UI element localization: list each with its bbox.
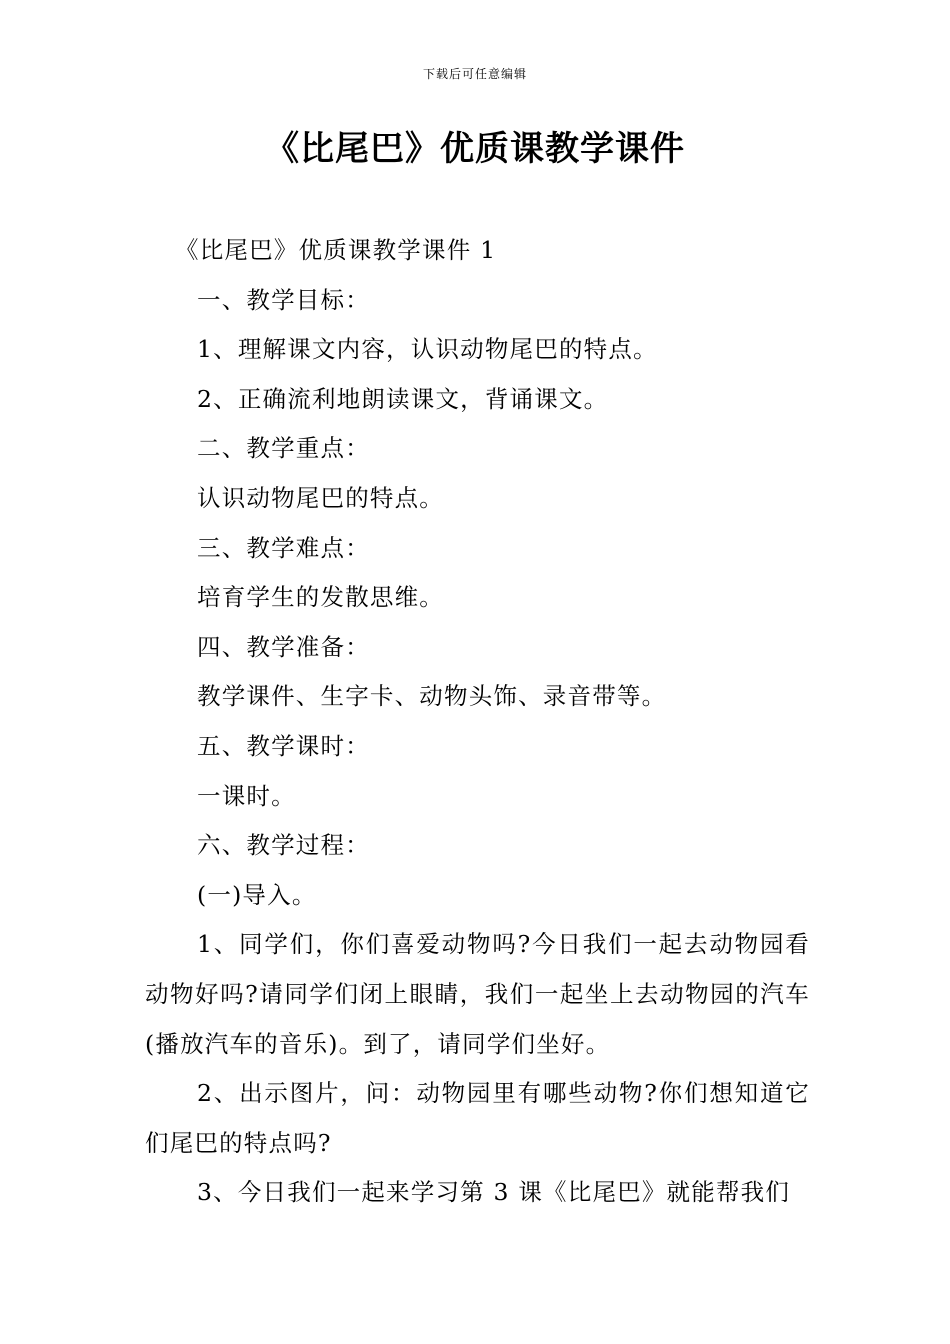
paragraph-2: 2、出示图片，问：动物园里有哪些动物?你们想知道它们尾巴的特点吗? [145, 1079, 810, 1157]
section-heading-class-hours: 五、教学课时： [197, 731, 370, 760]
paragraph-1: 1、同学们，你们喜爱动物吗?今日我们一起去动物园看动物好吗?请同学们闭上眼睛，我们一起坐上去动物园的汽车(播放汽车的音乐)。到了，请同学们坐好。 [145, 930, 810, 1058]
section-heading-key-points: 二、教学重点： [197, 434, 370, 463]
section-heading-preparation: 四、教学准备： [197, 632, 370, 661]
section-heading-process: 六、教学过程： [197, 831, 370, 860]
section-heading-difficulties: 三、教学难点： [197, 533, 370, 562]
section-heading-objectives: 一、教学目标： [197, 285, 370, 314]
objective-item-2: 2、正确流利地朗读课文，背诵课文。 [197, 384, 609, 413]
subtitle-line: 《比尾巴》优质课教学课件 1 [175, 236, 497, 264]
class-hours-text: 一课时。 [197, 781, 296, 810]
difficulties-text: 培育学生的发散思维。 [197, 583, 444, 612]
document-title: 《比尾巴》优质课教学课件 [265, 129, 685, 169]
document-body [145, 226, 810, 1218]
paragraph-3: 3、今日我们一起来学习第 3 课《比尾巴》就能帮我们 [197, 1178, 791, 1207]
preparation-text: 教学课件、生字卡、动物头饰、录音带等。 [197, 682, 667, 711]
header-note: 下载后可任意编辑 [422, 67, 527, 81]
process-step-intro: (一)导入。 [197, 880, 317, 909]
key-points-text: 认识动物尾巴的特点。 [197, 483, 444, 512]
objective-item-1: 1、理解课文内容，认识动物尾巴的特点。 [197, 335, 658, 364]
